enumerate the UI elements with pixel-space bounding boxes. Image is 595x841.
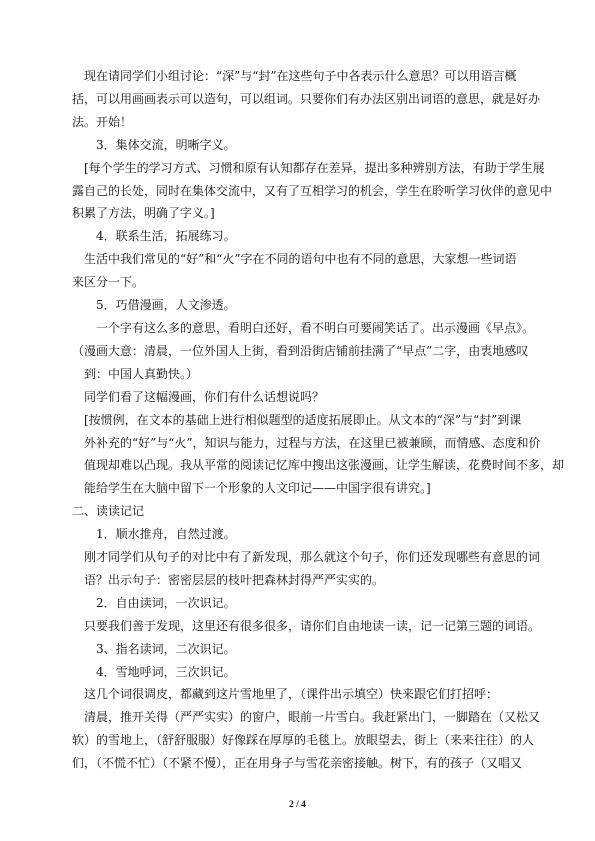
text-line: 语？出示句子：密密层层的枝叶把森林封得严严实实的。 [84,572,385,587]
text-line: 能给学生在大脑中留下一个形象的人文印记——中国字很有讲究。] [84,481,431,496]
text-line: 清晨，推开关得（严严实实）的窗户，眼前一片雪白。我赶紧出门，一脚踏在（又松又 [84,710,541,725]
text-line: 这几个词很调皮，都藏到这片雪地里了，（课件出示填空）快来跟它们打招呼： [84,687,499,702]
text-line: 2．自由读词，一次识记。 [96,595,236,610]
text-line: 积累了方法，明确了字义。] [72,206,215,221]
text-line: 4．雪地呼词，三次识记。 [96,664,236,679]
text-line: 外补充的“好”与“火”，知识与能力，过程与方法，在这里已被兼顾，而情感、态度和价 [84,435,541,450]
text-line: 刚才同学们从句子的对比中有了新发现，那么就这个句子，你们还发现哪些有意思的词 [84,550,541,565]
text-line: 来区分一下。 [72,275,145,290]
text-line: 现在请同学们小组讨论：“深”与“封”在这些句子中各表示什么意思？可以用语言概 [84,69,517,83]
text-line: 5．巧借漫画，人文渗透。 [96,298,236,313]
text-line: 生活中我们常见的“好”和“火”字在不同的语句中也有不同的意思，大家想一些词语 [84,252,517,267]
text-line: 3、指名读词，二次识记。 [96,641,236,656]
text-line: 同学们看了这幅漫画，你们有什么话想说吗？ [84,389,325,404]
text-line: 一个字有这么多的意思，看明白还好，看不明白可要闹笑话了。出示漫画《早点》。 [96,320,535,335]
text-line: 值现却难以凸现。我从平常的阅读记忆库中搜出这张漫画，让学生解读，花费时间不多，却 [84,458,565,473]
text-line: [按惯例，在文本的基础上进行相似题型的适度拓展即止。从文本的“深”与“封”到课 [84,412,522,427]
text-line: 露自己的长处，同时在集体交流中，又有了互相学习的机会，学生在聆听学习伙伴的意见中 [72,183,553,198]
page-number: 2 / 4 [289,800,306,810]
text-line: 只要我们善于发现，这里还有很多很多，请你们自由地读一读，记一记第三题的词语。 [84,618,541,633]
text-line: （漫画大意：清晨，一位外国人上街，看到沿街店铺前挂满了“早点”二字，由衷地感叹 [72,343,529,358]
document-body [72,65,565,775]
text-line: 3．集体交流，明晰字义。 [96,137,236,152]
text-line: 法。开始！ [72,114,133,129]
text-line: 括，可以用画画表示可以造句，可以组词。只要你们有办法区别出词语的意思，就是好办 [72,91,541,106]
text-line: 1．顺水推舟，自然过渡。 [96,527,236,542]
text-line: 们，（不慌不忙）（不紧不慢），正在用身子与雪花亲密接触。树下，有的孩子（又唱又 [72,756,523,771]
text-line: 到：中国人真勤快。） [84,366,199,381]
text-line: 软）的雪地上，（舒舒服服）好像踩在厚厚的毛毯上。放眼望去，街上（来来往往）的人 [72,733,535,748]
text-line: 4．联系生活，拓展练习。 [96,229,236,244]
text-line: [每个学生的学习方式、习惯和原有认知都存在差异，提出多种辨别方法，有助于学生展 [84,160,545,175]
text-line: 二、读读记记 [72,504,145,519]
